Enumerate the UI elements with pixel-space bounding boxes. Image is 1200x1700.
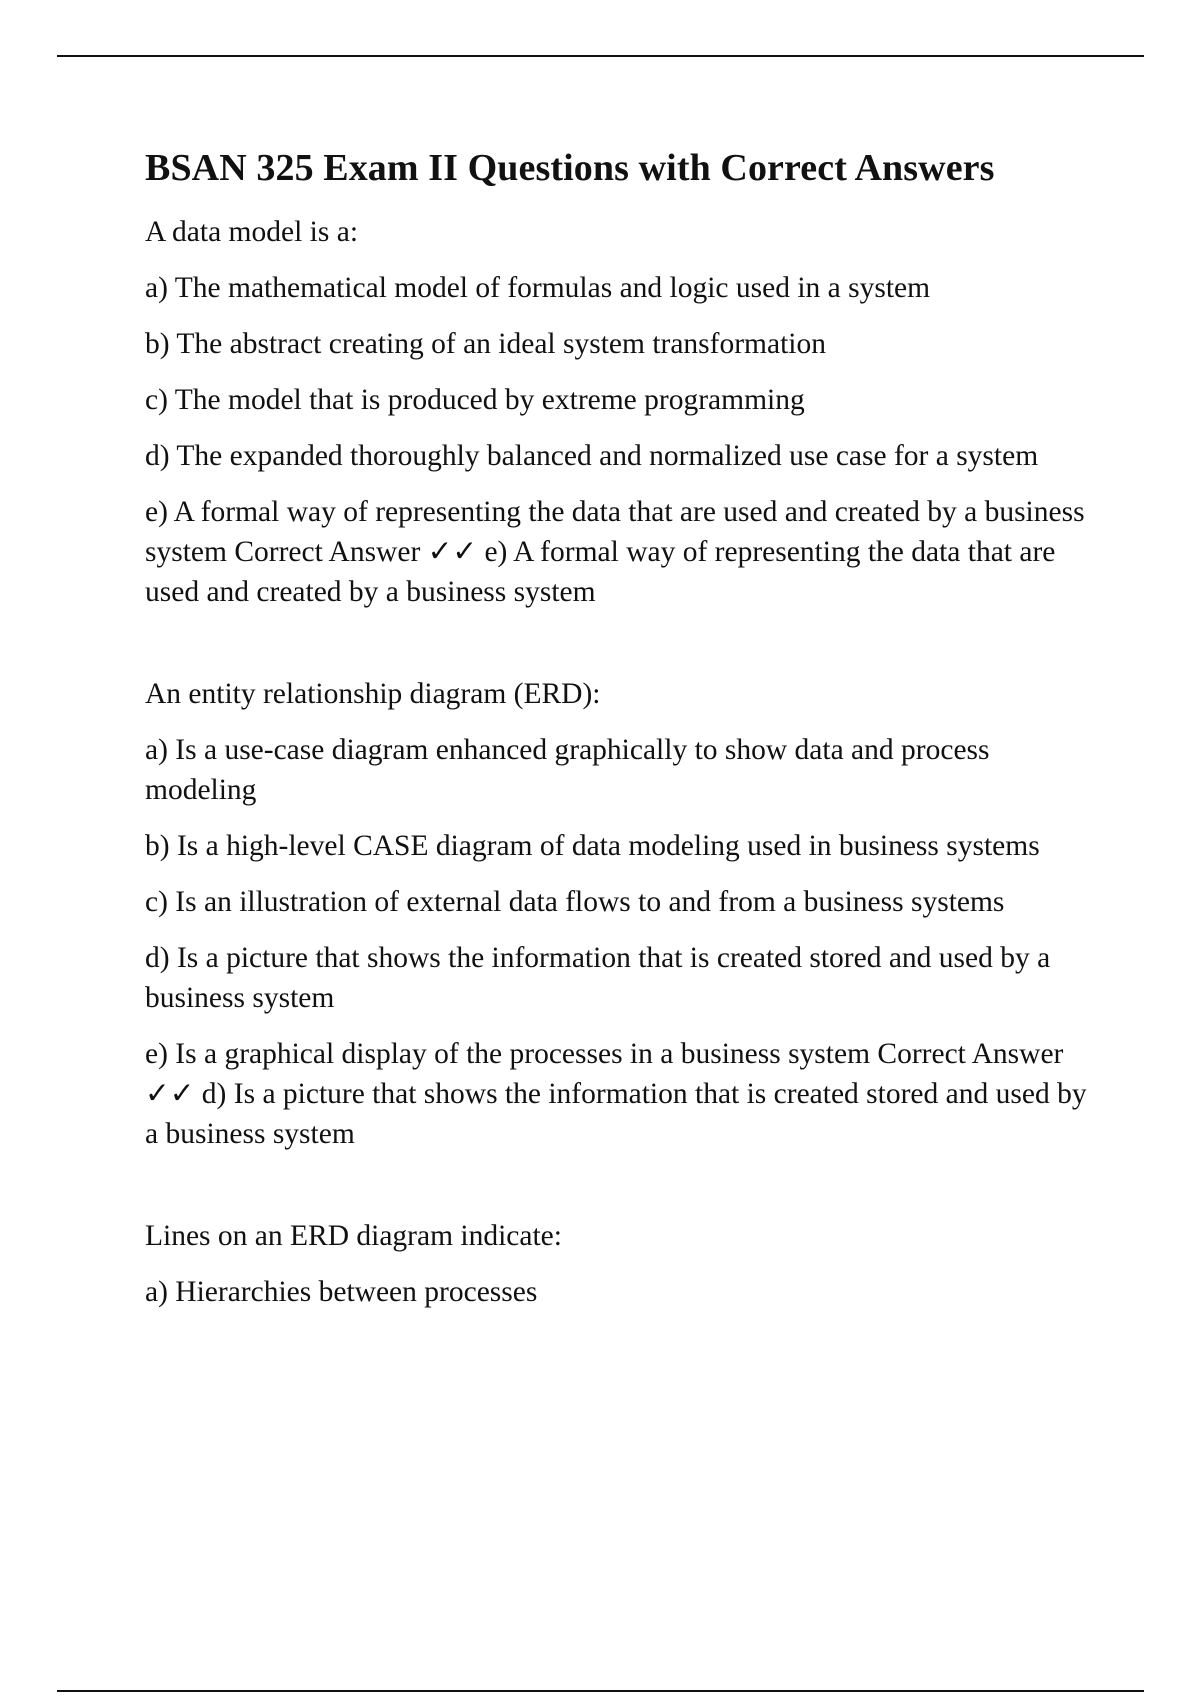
question-2	[145, 674, 1100, 1154]
question-3	[145, 1216, 1100, 1312]
footer-rule	[57, 1690, 1144, 1692]
answer-option-with-correct-answer: e) Is a graphical display of the processes in a business system Correct Answer ✓✓ d) Is a picture that shows the information that is created stored and used by a business system	[145, 1038, 1087, 1150]
answer-option: a) The mathematical model of formulas and logic used in a system	[145, 272, 931, 304]
answer-option: a) Hierarchies between processes	[145, 1276, 538, 1308]
answer-option: c) Is an illustration of external data flows to and from a business systems	[145, 886, 1005, 918]
answer-option: c) The model that is produced by extreme programming	[145, 384, 805, 416]
question-prompt: Lines on an ERD diagram indicate:	[145, 1220, 562, 1252]
question-1	[145, 212, 1100, 612]
question-prompt: An entity relationship diagram (ERD):	[145, 678, 601, 710]
answer-option-with-correct-answer: e) A formal way of representing the data that are used and created by a business system Correct Answer ✓✓ e) A formal way of representing the data that are used and created by a business system	[145, 496, 1085, 608]
answer-option: b) The abstract creating of an ideal system transformation	[145, 328, 826, 360]
answer-option: a) Is a use-case diagram enhanced graphically to show data and process modeling	[145, 734, 990, 806]
question-prompt: A data model is a:	[145, 216, 359, 248]
header-rule	[57, 55, 1144, 57]
answer-option: b) Is a high-level CASE diagram of data modeling used in business systems	[145, 830, 1040, 862]
answer-option: d) The expanded thoroughly balanced and normalized use case for a system	[145, 440, 1039, 472]
answer-option: d) Is a picture that shows the information that is created stored and used by a business system	[145, 942, 1051, 1014]
document-body	[145, 142, 1100, 1312]
document-title: BSAN 325 Exam II Questions with Correct Answers	[145, 147, 995, 189]
